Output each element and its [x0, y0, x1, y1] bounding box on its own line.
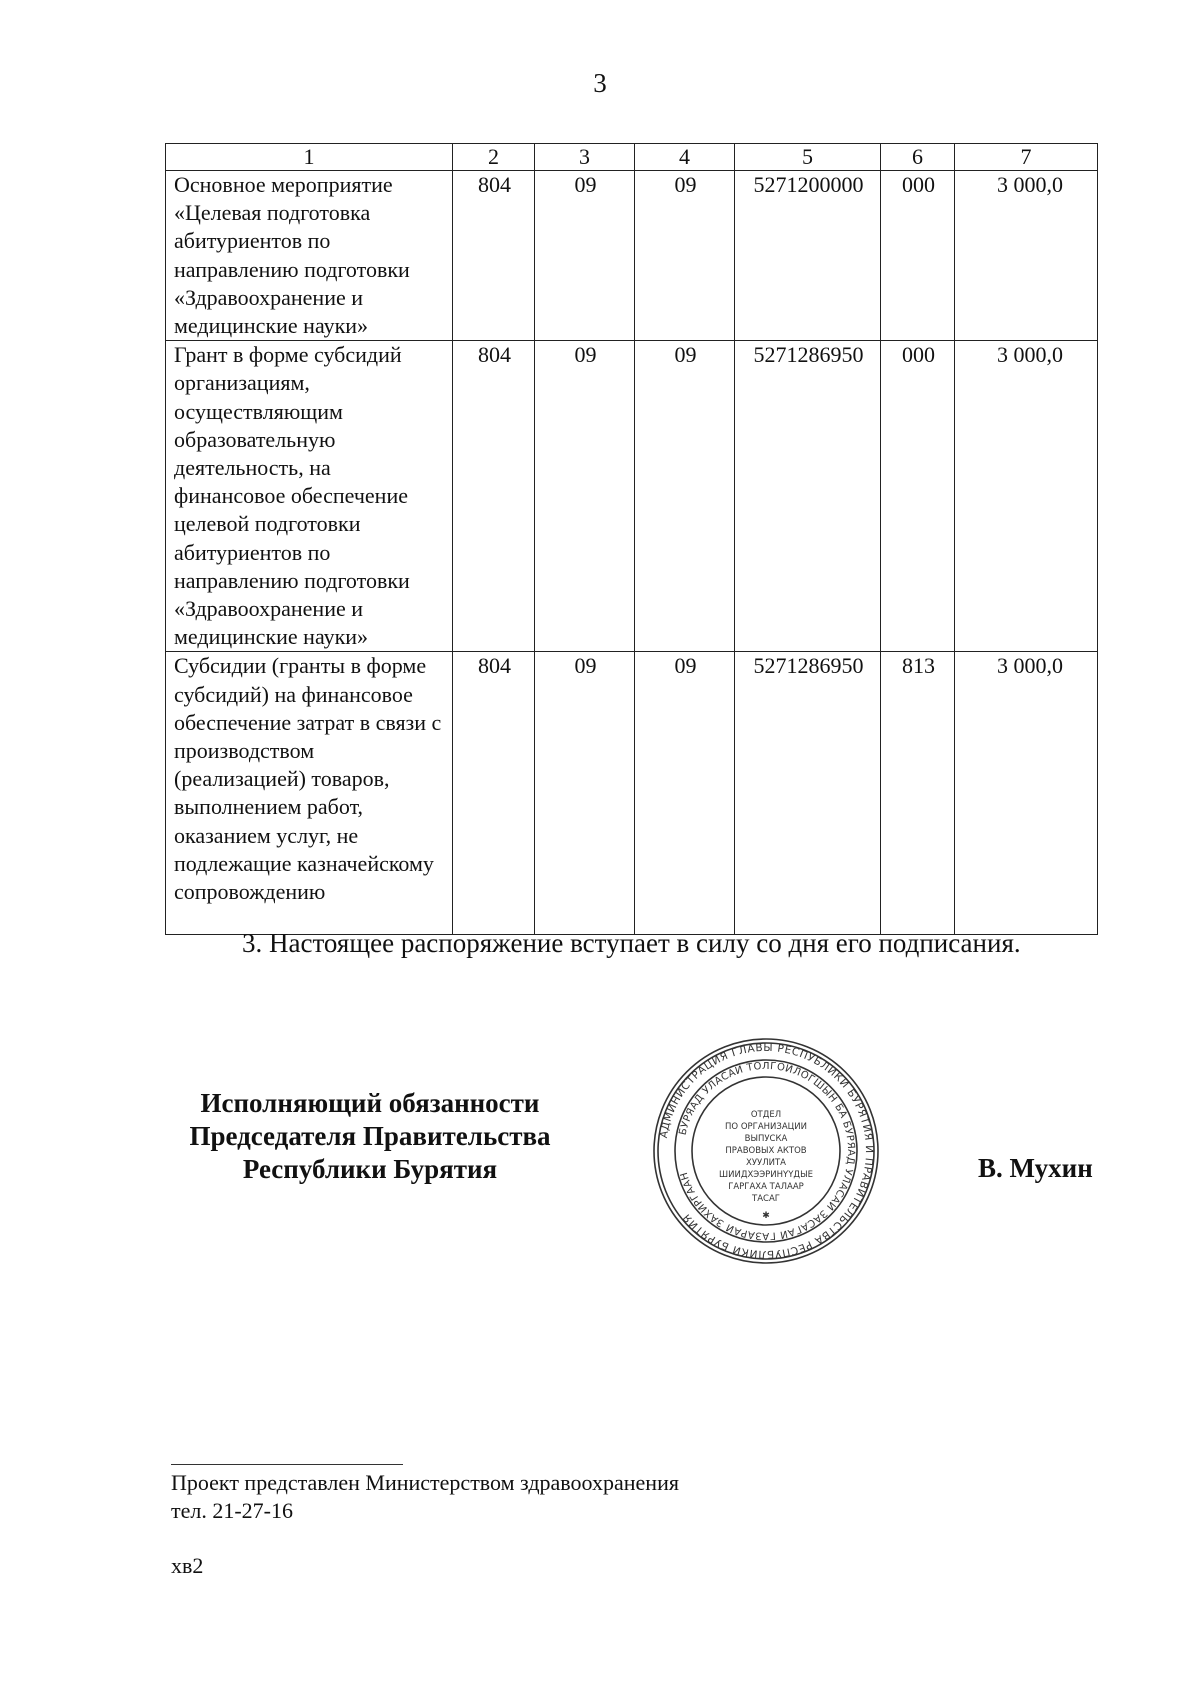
budget-table	[165, 143, 1098, 935]
signatory-line: Республики Бурятия	[242, 1154, 498, 1184]
cell-ministry-code: 804	[453, 652, 535, 935]
column-header: 7	[955, 144, 1098, 171]
effective-date-paragraph: 3. Настоящее распоряжение вступает в силу со дня его подписания.	[242, 928, 1021, 958]
cell-expense-type: 000	[881, 341, 955, 652]
star-icon: ✱	[762, 1210, 770, 1220]
cell-expense-type: 000	[881, 171, 955, 341]
svg-text:БУРЯАД УЛАСАЙ ТОЛГОЙЛОГШЫН БА: БУРЯАД УЛАСАЙ ТОЛГОЙЛОГШЫН БА БУРЯАД УЛАСАЙ ЗАСАГАЙ ГАЗАРАЙ ЗАХИРГААН	[677, 1060, 857, 1242]
table-row	[166, 171, 1098, 341]
seal-text: ПО ОРГАНИЗАЦИИ	[725, 1122, 807, 1132]
cell-amount: 3 000,0	[955, 171, 1098, 341]
cell-target-article: 5271200000	[735, 171, 881, 341]
cell-section: 09	[535, 171, 635, 341]
seal-text: ХУУЛИТА	[746, 1158, 786, 1168]
cell-amount: 3 000,0	[955, 652, 1098, 935]
seal-text: ПРАВОВЫХ АКТОВ	[725, 1146, 807, 1156]
cell-section: 09	[535, 652, 635, 935]
signatory-position	[160, 1087, 580, 1186]
column-header: 3	[535, 144, 635, 171]
footnote-line: Проект представлен Министерством здравоохранения	[171, 1470, 679, 1495]
row-name: Субсидии (гранты в форме субсидий) на финансовое обеспечение затрат в связи с производством (реализацией) товаров, выполнением работ, оказанием услуг, не подлежащие казначейскому сопровождению	[166, 652, 453, 935]
document-code: хв2	[171, 1553, 204, 1578]
footnote-line: тел. 21-27-16	[171, 1498, 294, 1523]
table-header-row	[166, 144, 1098, 171]
official-seal	[650, 1035, 882, 1267]
column-header: 1	[166, 144, 453, 171]
column-header: 2	[453, 144, 535, 171]
cell-expense-type: 813	[881, 652, 955, 935]
cell-ministry-code: 804	[453, 341, 535, 652]
seal-text: ОТДЕЛ	[750, 1110, 782, 1120]
cell-subsection: 09	[635, 341, 735, 652]
row-name: Основное мероприятие «Целевая подготовка абитуриентов по направлению подготовки «Здравоохранение и медицинские науки»	[166, 171, 453, 341]
signatory-line: Председателя Правительства	[189, 1121, 551, 1151]
seal-text: ВЫПУСКА	[744, 1134, 788, 1144]
seal-text: ТАСАГ	[752, 1194, 780, 1204]
cell-ministry-code: 804	[453, 171, 535, 341]
footnote	[171, 1469, 679, 1525]
cell-subsection: 09	[635, 171, 735, 341]
svg-text:АДМИНИСТРАЦИЯ ГЛАВЫ РЕСПУБЛИКИ: АДМИНИСТРАЦИЯ ГЛАВЫ РЕСПУБЛИКИ БУРЯТИЯ И ПРАВИТЕЛЬСТВА РЕСПУБЛИКИ БУРЯТИЯ	[657, 1041, 876, 1261]
cell-subsection: 09	[635, 652, 735, 935]
signer-name: В. Мухин	[978, 1153, 1093, 1183]
column-header: 5	[735, 144, 881, 171]
seal-text: ГАРГАХА ТАЛААР	[728, 1182, 804, 1192]
seal-text: ШИИДХЭЭРИНҮҮДЫЕ	[719, 1170, 813, 1180]
cell-section: 09	[535, 341, 635, 652]
cell-amount: 3 000,0	[955, 341, 1098, 652]
table-row	[166, 652, 1098, 935]
table-row	[166, 341, 1098, 652]
cell-target-article: 5271286950	[735, 341, 881, 652]
footnote-divider	[171, 1464, 403, 1465]
signatory-line: Исполняющий обязанности	[200, 1088, 540, 1118]
row-name: Грант в форме субсидий организациям, осуществляющим образовательную деятельность, на финансовое обеспечение целевой подготовки абитуриентов по направлению подготовки «Здравоохранение и медицинские науки»	[166, 341, 453, 652]
page-number: 3	[593, 68, 607, 98]
column-header: 4	[635, 144, 735, 171]
column-header: 6	[881, 144, 955, 171]
cell-target-article: 5271286950	[735, 652, 881, 935]
